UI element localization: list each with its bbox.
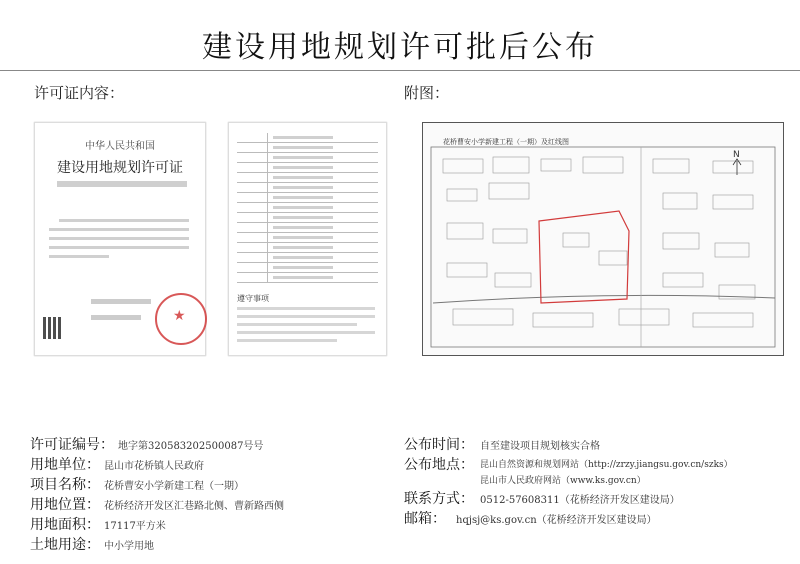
site-plan-drawing [423, 123, 783, 355]
issuer-line [91, 299, 151, 304]
phone-value: 0512-57608311（花桥经济开发区建设局） [480, 495, 680, 506]
title-divider [0, 70, 800, 71]
notes-title: 遵守事项 [237, 294, 269, 303]
location-value: 花桥经济开发区汇巷路北侧、曹新路西侧 [104, 501, 284, 512]
project-name-value: 花桥曹安小学新建工程（一期） [104, 481, 244, 492]
permit-no-value: 地字第320583202500087号号 [118, 441, 264, 452]
permit-certificate-front [34, 122, 206, 356]
email-label: 邮箱： [404, 511, 446, 527]
land-user-value: 昆山市花桥镇人民政府 [104, 461, 204, 472]
phone-label: 联系方式： [404, 491, 474, 507]
area-value: 17117平方米 [104, 521, 166, 532]
publish-time-value: 自至建设项目规划核实合格 [480, 441, 600, 452]
project-name-label: 项目名称： [30, 477, 100, 493]
usage-label: 土地用途： [30, 537, 100, 553]
permit-certificate-details [228, 122, 387, 356]
publish-place-value: 昆山自然资源和规划网站（http://zrzy.jiangsu.gov.cn/szks） [480, 460, 733, 470]
svg-text:N: N [733, 150, 740, 160]
certificate-name: 建设用地规划许可证 [57, 160, 183, 176]
certificate-country: 中华人民共和国 [85, 141, 155, 152]
attachment-label: 附图： [404, 84, 450, 102]
publish-time-label: 公布时间： [404, 437, 474, 453]
location-label: 用地位置： [30, 497, 100, 513]
certificate-number-line [57, 181, 187, 187]
area-label: 用地面积： [30, 517, 100, 533]
notes-text [237, 307, 378, 347]
page-title: 建设用地规划许可批后公布 [202, 30, 598, 65]
site-plan-title: 花桥曹安小学新建工程（一期）及红线图 [443, 138, 569, 146]
certificate-body-text [49, 215, 194, 264]
qr-code-icon [43, 317, 63, 339]
email-value: hqjsj@ks.gov.cn（花桥经济开发区建设局） [456, 515, 657, 526]
land-user-label: 用地单位： [30, 457, 100, 473]
permit-no-label: 许可证编号： [30, 437, 114, 453]
permit-content-label: 许可证内容： [34, 84, 125, 102]
publish-place-value-2: 昆山市人民政府网站（www.ks.gov.cn） [480, 476, 646, 486]
details-table [237, 133, 378, 283]
date-line [91, 315, 141, 320]
publish-place-label: 公布地点： [404, 457, 474, 473]
site-plan-map [422, 122, 784, 356]
seal-icon: ★ [155, 293, 207, 345]
usage-value: 中小学用地 [104, 541, 154, 552]
